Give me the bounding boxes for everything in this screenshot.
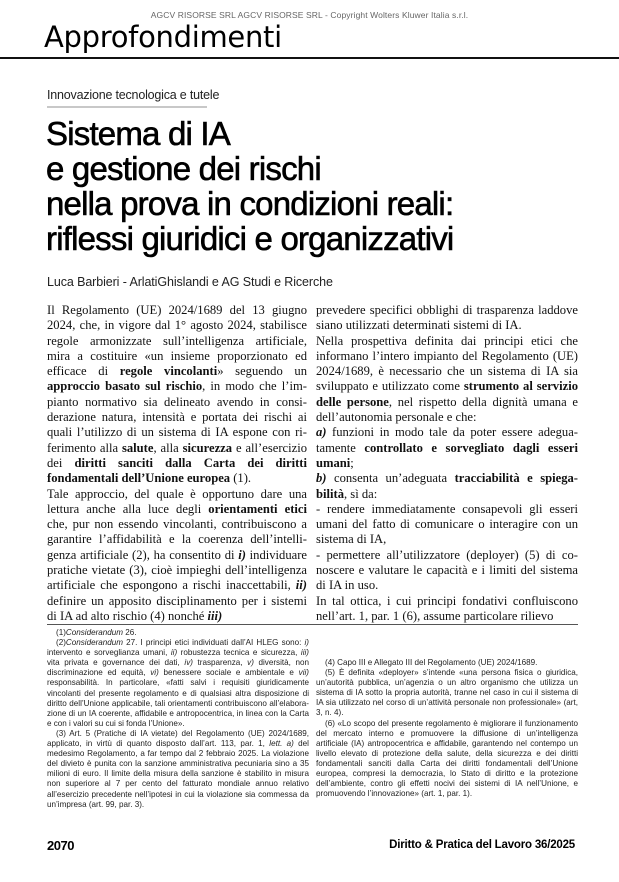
body-column-right <box>316 303 578 624</box>
body-paragraph: Nella prospettiva definita dai principi etici che informano l’intero impianto del Regolamento (UE) 2024/1689, è necessario che un sistema di IA sia sviluppato e utilizzato come strumento al servizio delle persone, nel rispetto della dignità umana e dell’autonomia personale e che: <box>316 333 578 425</box>
footnote-1: (1)Considerandum 26. <box>56 628 137 637</box>
journal-issue: Diritto & Pratica del Lavoro 36/2025 <box>389 839 575 851</box>
title-line: nella prova in condizioni reali: <box>46 185 454 222</box>
title-line: Sistema di IA <box>46 115 231 152</box>
footnote-3: (3) Art. 5 (Pratiche di IA vietate) del Regolamento (UE) 2024/1689, applicato, in virtù di quanto disposto dall’art. 113, par. 1, lett. a) del medesimo Regolamento, a far tempo dal 2 febbraio 2025. La violazione del divieto è punita con la sanzione amministrativa pecuniaria sino a 35 milioni di euro. Il limite della misura della sanzione è stabilito in misura non superiore al 7 per cento del fatturato mondiale annuo relativo all’esercizio precedente nell’ipotesi in cui la violazione sia commessa da un’impresa (art. 99, par. 3). <box>47 728 309 809</box>
title-line: e gestione dei rischi <box>46 150 321 187</box>
section-heading: Approfondimenti <box>44 20 282 54</box>
list-item-a: a) funzioni in modo tale da poter essere adeguatamente controllato e sorvegliato dagli esseri umani; <box>316 425 579 470</box>
list-item-b: b) consenta un’adeguata tracciabilità e spiegabilità, sì da: <box>316 471 578 501</box>
body-paragraph: Il Regolamento (UE) 2024/1689 del 13 giugno 2024, che, in vigore dal 1° agosto 2024, stabilisce regole armonizzate sull’intelligenza artificiale, mira a costituire «un insieme proporzionato ed efficace di regole vincolanti» seguendo un approccio basato sul rischio, in modo che l’impianto normativo sia delineato avendo in considerazione natura, intensità e portata dei rischi ai quali l’utilizzo di un sistema di IA espone con riferimento alla salute, alla sicurezza e all’esercizio dei diritti sanciti dalla Carta dei diritti fondamentali dell’Unione europea (1). <box>47 303 308 486</box>
title-line: riflessi giuridici e organizzativi <box>46 220 454 257</box>
article-title <box>46 116 606 256</box>
dash-item: - permettere all’utilizzatore (deployer) (5) di conoscere e valutare le capacità e i limiti del sistema di IA in uso. <box>316 547 578 593</box>
footnote-4: (4) Capo III e Allegato III del Regolamento (UE) 2024/1689. <box>325 658 538 667</box>
footnote-2: (2)Considerandum 27. I principi etici individuati dall’AI HLEG sono: i) intervento e sorveglianza umani, ii) robustezza tecnica e sicurezza, iii) vita privata e governance dei dati, iv) trasparenza, v) diversità, non discriminazione ed equità, vi) benessere sociale e ambientale e vii) responsabilità. In particolare, «fatti salvi i requisiti giuridicamente vincolanti del presente regolamento e di qualsiasi altra disposizione di diritto dell’Unione applicabile, tali orientamenti contribuiscono all’elaborazione di un IA coerente, affidabile e antropocentrica, in linea con la Carta e con i valori su cui si fonda l’Unione». <box>47 638 310 728</box>
dash-item: - rendere immediatamente consapevoli gli esseri umani del fatto di comunicare o interagire con un sistema di IA, <box>316 501 578 547</box>
footnotes-column-left <box>47 628 309 810</box>
page-number: 2070 <box>47 838 74 853</box>
body-paragraph: prevedere specifici obblighi di trasparenza laddove siano utilizzati determinati sistemi di IA. <box>316 303 578 333</box>
header-divider <box>0 57 619 59</box>
copyright-notice: AGCV RISORSE SRL AGCV RISORSE SRL - Copyright Wolters Kluwer Italia s.r.l. <box>150 10 469 20</box>
footnote-5: (5) È definita «deployer» s’intende «una persona fisica o giuridica, un’autorità pubblica, un’agenzia o un altro organismo che utilizza un sistema di IA sotto la propria autorità, tranne nel caso in cui il sistema di IA sia utilizzato nel corso di un’attività personale non professionale» (art, 3, n. 4). <box>316 668 578 718</box>
body-column-left <box>47 303 307 624</box>
footnote-6: (6) «Lo scopo del presente regolamento è migliorare il funzionamento del mercato interno e promuovere la diffusione di un’intelligenza artificiale (IA) antropocentrica e affidabile, garantendo nel contempo un livello elevato di protezione della salute, della sicurezza e dei diritti fondamentali sanciti dalla Carta dei diritti fondamentali dell’Unione europea, compresi la democrazia, lo Stato di diritto e la protezione dell’ambiente, contro gli effetti nocivi dei sistemi di IA nell’Unione, e promuovendo l’innovazione» (art. 1, par. 1). <box>316 718 578 799</box>
footnote-divider <box>47 624 578 625</box>
kicker-underline <box>47 106 207 108</box>
article-kicker: Innovazione tecnologica e tutele <box>47 88 220 102</box>
article-author: Luca Barbieri - ArlatiGhislandi e AG Studi e Ricerche <box>47 275 333 289</box>
body-paragraph: Tale approccio, del quale è opportuno dare una lettura anche alla luce degli orientamenti etici che, pur non essendo vincolanti, contribuiscono a garantire l’affidabilità e la coerenza dell’intelligenza artificiale (2), ha consentito di i) individuare pratiche vietate (3), cioè impieghi dell’intelligenza artificiale che espongono a rischi inaccettabili, ii) definire un apposito disciplinamento per i sistemi di IA ad alto rischio (4) nonché iii) <box>47 486 307 623</box>
body-paragraph: In tal ottica, i cui principi fondativi confluiscono nell’art. 1, par. 1 (6), assume particolare rilievo <box>316 593 578 623</box>
footnotes-column-right <box>316 658 578 799</box>
